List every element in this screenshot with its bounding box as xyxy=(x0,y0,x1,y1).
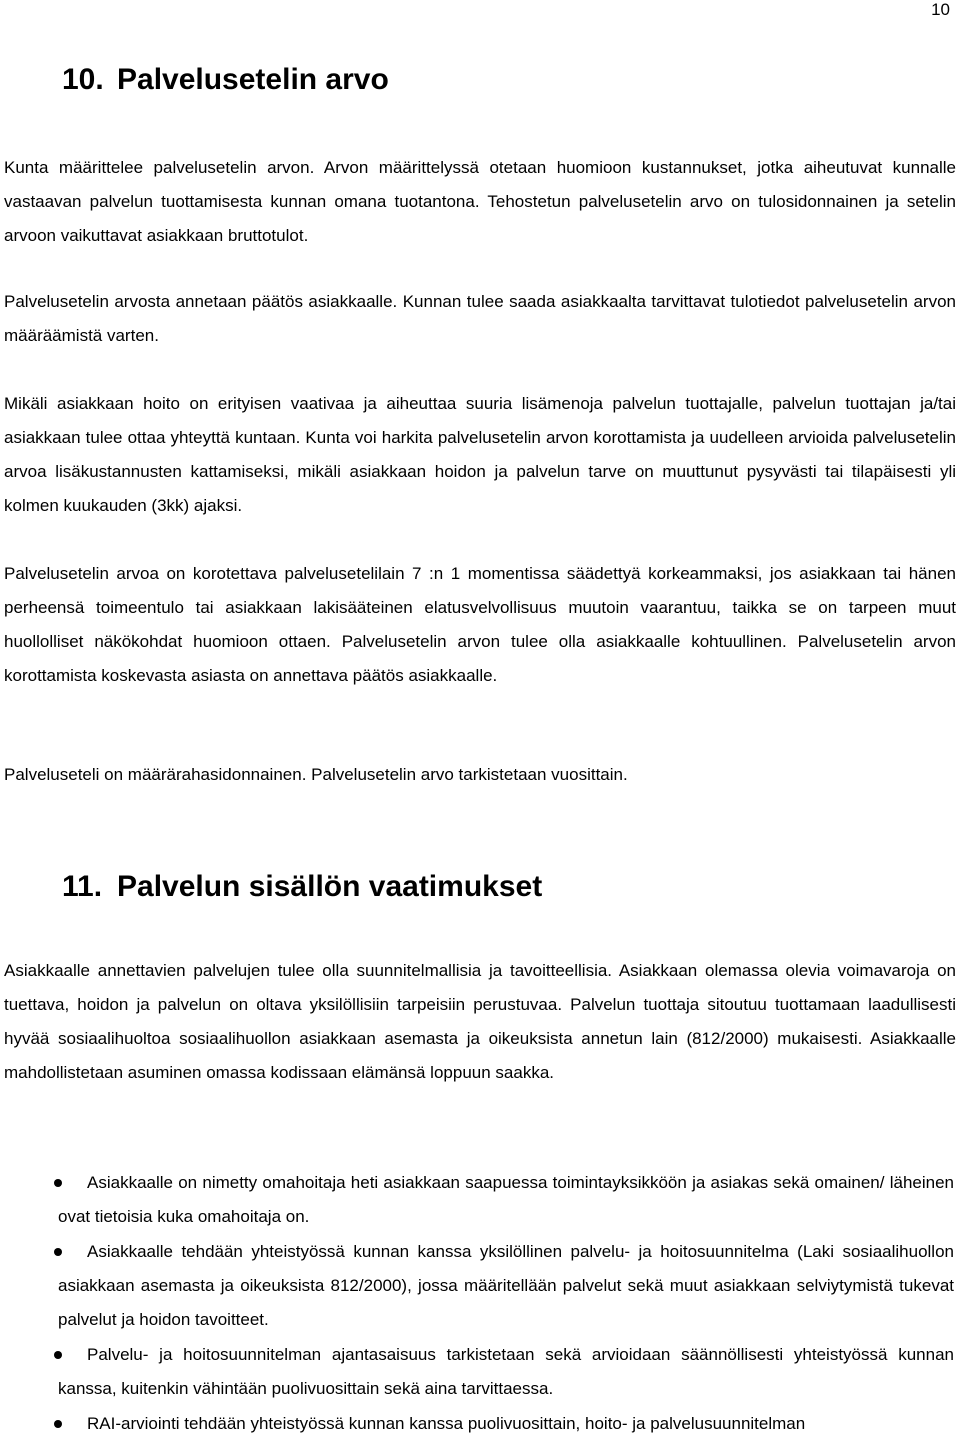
list-item-text: Palvelu- ja hoitosuunnitelman ajantasaisuus tarkistetaan sekä arvioidaan säännöllisesti yhteistyössä kunnan kanssa, kuitenkin vähintään puolivuosittain sekä aina tarvittaessa. xyxy=(58,1345,954,1398)
section-11-heading xyxy=(62,869,542,905)
section-10-paragraph-4: Palvelusetelin arvoa on korotettava palvelusetelilain 7 :n 1 momentissa säädettyä korkeammaksi, jos asiakkaan tai hänen perheensä toimeentulo tai asiakkaan lakisääteinen elatusvelvollisuus muutoin vaarantuu, taikka se on tarpeen muut huollolliset näkökohdat huomioon ottaen. Palvelusetelin arvon tulee olla asiakkaalle kohtuullinen. Palvelusetelin arvon korottamista koskevasta asiasta on annettava päätös asiakkaalle. xyxy=(4,564,956,685)
requirements-list xyxy=(0,1166,960,1442)
list-item xyxy=(0,1407,954,1441)
list-item xyxy=(0,1235,954,1337)
section-10-number: 10. xyxy=(62,63,104,96)
list-item xyxy=(0,1338,954,1406)
bullet-icon xyxy=(54,1420,62,1428)
section-10-paragraph-5: Palveluseteli on määrärahasidonnainen. Palvelusetelin arvo tarkistetaan vuosittain. xyxy=(4,765,628,784)
list-item-text: Asiakkaalle tehdään yhteistyössä kunnan kanssa yksilöllinen palvelu- ja hoitosuunnitelma (Laki sosiaalihuollon asiakkaan asemasta ja oikeuksista 812/2000), jossa määritellään palvelut sekä muut asiakkaan selviytymistä tukevat palvelut ja hoidon tavoitteet. xyxy=(58,1242,954,1329)
bullet-icon xyxy=(54,1248,62,1256)
section-11-title: Palvelun sisällön vaatimukset xyxy=(117,870,543,903)
section-11-number: 11. xyxy=(62,870,103,903)
section-11-paragraph-1: Asiakkaalle annettavien palvelujen tulee olla suunnitelmallisia ja tavoitteellisia. Asiakkaan olemassa olevia voimavaroja on tuettava, hoidon ja palvelun on oltava yksilöllisiin tarpeisiin perustuvaa. Palvelun tuottaja sitoutuu tuottamaan laadullisesti hyvää sosiaalihuoltoa sosiaalihuollon asiakkaan asemasta ja oikeuksista annetun lain (812/2000) mukaisesti. Asiakkaalle mahdollistetaan asuminen omassa kodissaan elämänsä loppuun saakka. xyxy=(4,961,956,1082)
page-number: 10 xyxy=(931,0,950,19)
section-10-paragraph-3: Mikäli asiakkaan hoito on erityisen vaativaa ja aiheuttaa suuria lisämenoja palvelun tuottajalle, palvelun tuottajan ja/tai asiakkaan tulee ottaa yhteyttä kuntaan. Kunta voi harkita palvelusetelin arvon korottamista ja uudelleen arvioida palvelusetelin arvoa lisäkustannusten kattamiseksi, mikäli asiakkaan hoidon ja palvelun tarve on muuttunut pysyvästi tai tilapäisesti yli kolmen kuukauden (3kk) ajaksi. xyxy=(4,394,956,515)
bullet-icon xyxy=(54,1179,62,1187)
bullet-icon xyxy=(54,1351,62,1359)
list-item-text: RAI-arviointi tehdään yhteistyössä kunnan kanssa puolivuosittain, hoito- ja palvelusuunnitelman xyxy=(87,1414,806,1433)
section-10-paragraph-2: Palvelusetelin arvosta annetaan päätös asiakkaalle. Kunnan tulee saada asiakkaalta tarvittavat tulotiedot palvelusetelin arvon määräämistä varten. xyxy=(4,292,956,345)
section-10-heading xyxy=(62,62,389,98)
list-item xyxy=(0,1166,954,1234)
list-item-text: Asiakkaalle on nimetty omahoitaja heti asiakkaan saapuessa toimintayksikköön ja asiakas sekä omainen/ läheinen ovat tietoisia kuka omahoitaja on. xyxy=(58,1173,954,1226)
section-10-paragraph-1: Kunta määrittelee palvelusetelin arvon. Arvon määrittelyssä otetaan huomioon kustannukset, jotka aiheutuvat kunnalle vastaavan palvelun tuottamisesta kunnan omana tuotantona. Tehostetun palvelusetelin arvo on tulosidonnainen ja setelin arvoon vaikuttavat asiakkaan bruttotulot. xyxy=(4,158,956,245)
section-10-title: Palvelusetelin arvo xyxy=(117,63,389,96)
